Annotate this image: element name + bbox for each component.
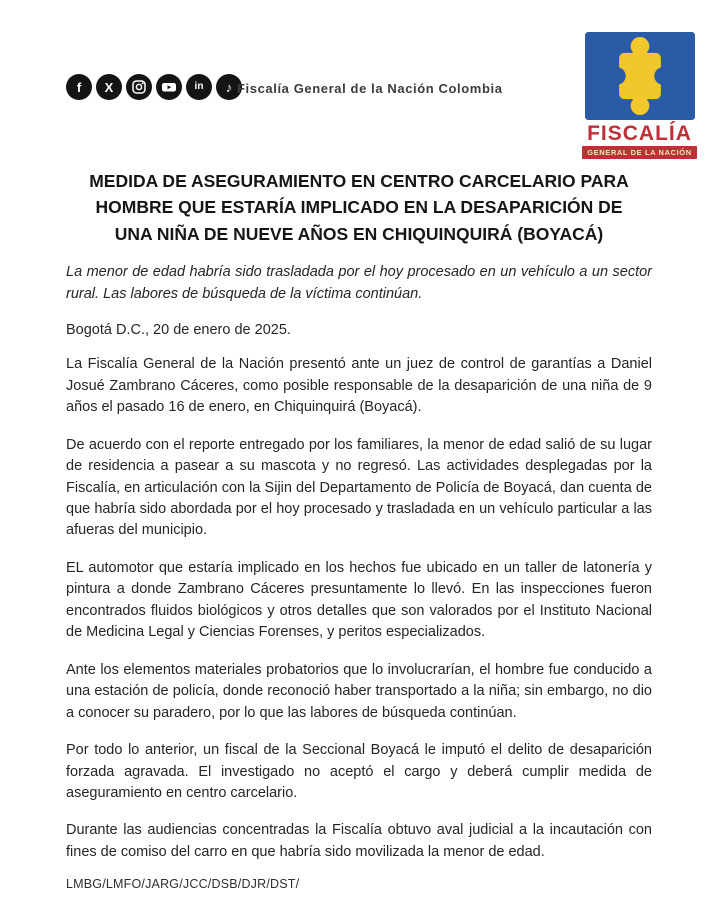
brand-text: Fiscalía General de la Nación Colombia (237, 81, 503, 96)
facebook-icon[interactable] (66, 74, 92, 100)
linkedin-icon[interactable] (186, 74, 212, 100)
youtube-icon[interactable] (156, 74, 182, 100)
linkedin-glyph: in (194, 81, 204, 92)
instagram-glyph (132, 80, 146, 94)
body-paragraph-6: Durante las audiencias concentradas la Fiscalía obtuvo aval judicial a la incautación con fines de comiso del carro en que habría sido movilizada la menor de edad. (66, 822, 652, 860)
x-icon[interactable] (96, 74, 122, 100)
header (0, 0, 716, 162)
body-paragraph-1: La Fiscalía General de la Nación presentó ante un juez de control de garantías a Daniel Josué Zambrano Cáceres, como posible responsable de la desaparición de una niña de 9 años el pasado 16 de enero, en Chiquinquirá (Boyacá). (66, 356, 652, 416)
social-icons-row (66, 74, 242, 100)
body-paragraph-5: Por todo lo anterior, un fiscal de la Seccional Boyacá le imputó el delito de desaparición forzada agravada. El investigado no aceptó el cargo y deberá cumplir medida de aseguramiento en centro carcelario. (66, 742, 652, 801)
article (0, 168, 716, 891)
tiktok-glyph: ♪ (225, 79, 233, 95)
logo-wordmark: FISCALÍA (587, 122, 692, 145)
page-title: MEDIDA DE ASEGURAMIENTO EN CENTRO CARCELARIO PARA HOMBRE QUE ESTARÍA IMPLICADO EN LA DESAPARICIÓN DE UNA NIÑA DE NUEVE AÑOS EN CHIQUINQUIRÁ (BOYACÁ) (89, 171, 629, 244)
puzzle-piece-icon (584, 32, 696, 120)
body-paragraph-4: Ante los elementos materiales probatorios que lo involucrarían, el hombre fue conducido a una estación de policía, donde reconoció haber transportado a la niña; sin embargo, no dio a conocer su paradero, por lo que las labores de búsqueda continúan. (66, 661, 652, 721)
instagram-icon[interactable] (126, 74, 152, 100)
logo-banner: GENERAL DE LA NACIÓN (582, 146, 697, 159)
signature-code: LMBG/LMFO/JARG/JCC/DSB/DJR/DST/ (66, 877, 300, 892)
body-paragraph-3: EL automotor que estaría implicado en los hechos fue ubicado en un taller de latonería y pintura a donde Zambrano Cáceres presuntamente lo llevó. En las inspecciones fueron encontrados fluidos biológicos y otros detalles que son valorados por el Instituto Nacional de Medicina Legal y Ciencias Forenses, y peritos especializados. (66, 559, 652, 641)
body-paragraph-2: De acuerdo con el reporte entregado por los familiares, la menor de edad salió de su lugar de residencia a pasear a su mascota y no regresó. Las actividades desplegadas por la Fiscalía, en articulación con la Sijin del Departamento de Policía de Boyacá, dan cuenta de que habría sido abordada por el hoy procesado y trasladada en un vehículo particular a las afueras del municipio. (66, 436, 652, 539)
facebook-glyph: f (76, 79, 82, 95)
dateline: Bogotá D.C., 20 de enero de 2025. (66, 322, 291, 339)
lede-paragraph: La menor de edad habría sido trasladada por el hoy procesado en un vehículo a un sector rural. Las labores de búsqueda de la víctima continúan. (66, 263, 652, 302)
x-glyph: X (104, 79, 114, 95)
fiscalia-logo (578, 32, 701, 159)
youtube-glyph (161, 80, 177, 94)
